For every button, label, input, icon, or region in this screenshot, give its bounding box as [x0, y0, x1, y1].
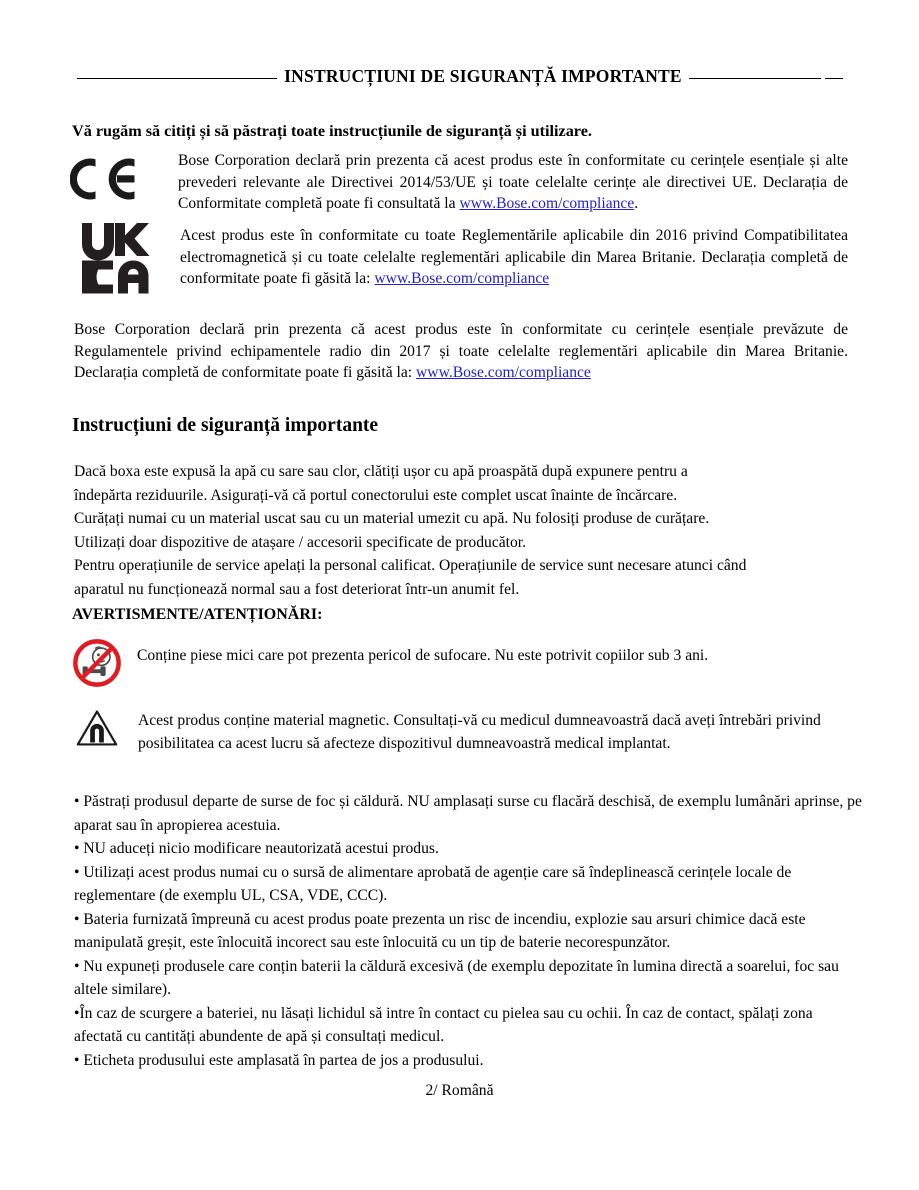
- bullet-item: • Eticheta produsului este amplasată în partea de jos a produsului.: [74, 1051, 484, 1069]
- choking-hazard-row: [72, 638, 862, 693]
- ce-declaration-text: Bose Corporation declară prin prezenta că acest produs este în conformitate cu cerințele esențiale și alte prevederi relevante ale Directivei 2014/53/UE și toate celelalte cerințe ale directivei UE. Declarația de Conformitate completă poate fi consultată la: [178, 152, 848, 212]
- safety-line: Utilizați doar dispozitive de atașare / accesorii specificate de producător.: [74, 533, 527, 551]
- ukca-declaration-text: Acest produs este în conformitate cu toate Reglementările aplicabile din 2016 privind Compatibilitatea electromagnetică și cu toate celelalte reglementări aplicabile din Marea Britanie. Declarația completă de conformitate poate fi găsită la:: [180, 227, 848, 287]
- bullet-item: •În caz de scurgere a bateriei, nu lăsați lichidul să intre în contact cu pielea sau cu ochii. În caz de contact, spălați zona afectată cu cantități abundente de apă și consultați medicul.: [74, 1004, 813, 1045]
- bullet-item: • Nu expuneți produsele care conțin baterii la căldură excesivă (de exemplu depozitate în lumina directă a soarelui, foc sau altele similare).: [74, 957, 839, 998]
- header-rule-right: [689, 78, 821, 79]
- safety-line: aparatul nu funcționează normal sau a fost deteriorat într-un anumit fel.: [74, 580, 520, 598]
- ce-declaration-text-end: .: [634, 195, 639, 212]
- safety-line: îndepărta reziduurile. Asigurați-vă că portul conectorului este complet uscat înainte de încărcare.: [74, 486, 678, 504]
- radio-declaration-text: Bose Corporation declară prin prezenta că acest produs este în conformitate cu cerințele esențiale prevăzute de Regulamentele privind echipamentele radio din 2017 și toate celelalte reglementări aplicabile din Marea Britanie. Declarația completă de conformitate poate fi găsită la:: [74, 321, 848, 381]
- magnetic-material-row: [76, 708, 866, 755]
- page-title: INSTRUCȚIUNI DE SIGURANȚĂ IMPORTANTE: [284, 66, 682, 86]
- radio-compliance-link[interactable]: www.Bose.com/compliance: [416, 364, 591, 381]
- magnetic-hazard-text: Acest produs conține material magnetic. Consultați-vă cu medicul dumneavoastră dacă aveți întrebări privind posibilitatea ca acest lucru să afecteze dispozitivul dumneavoastră medical implantat.: [138, 712, 821, 752]
- warnings-heading: AVERTISMENTE/ATENȚIONĂRI:: [72, 606, 323, 623]
- safety-instructions-paragraph: [74, 460, 864, 601]
- ukca-declaration-paragraph: [180, 225, 848, 290]
- safety-section-heading: Instrucțiuni de siguranță importante: [72, 415, 379, 436]
- ukca-compliance-link[interactable]: www.Bose.com/compliance: [374, 270, 550, 287]
- ce-mark-icon: [70, 156, 138, 202]
- safety-line: Pentru operațiunile de service apelați la personal calificat. Operațiunile de service sunt necesare atunci când: [74, 557, 747, 574]
- intro-bold-line: Vă rugăm să citiți și să păstrați toate instrucțiunile de siguranță și utilizare.: [72, 122, 592, 140]
- header-rule-tail: [825, 78, 843, 79]
- warning-bullet-list: [74, 790, 864, 1072]
- bullet-item: • Utilizați acest produs numai cu o sursă de alimentare aprobată de agenție care să îndeplinească cerințele locale de reglementare (de exemplu UL, CSA, VDE, CCC).: [74, 863, 792, 904]
- magnetic-hazard-icon: [76, 708, 118, 753]
- choking-hazard-icon: [72, 638, 122, 693]
- ukca-mark-icon: [80, 221, 150, 295]
- safety-line: Curățați numai cu un material uscat sau cu un material umezit cu apă. Nu folosiți produse de curățare.: [74, 510, 710, 527]
- page-footer: 2/ Română: [425, 1082, 494, 1099]
- ce-declaration-paragraph: [178, 150, 848, 215]
- bullet-item: • Păstrați produsul departe de surse de foc și căldură. NU amplasați surse cu flacără deschisă, de exemplu lumânări aprinse, pe aparat sau în apropierea acestuia.: [74, 793, 862, 834]
- safety-line: Dacă boxa este expusă la apă cu sare sau clor, clătiți ușor cu apă proaspătă după expunere pentru a: [74, 463, 688, 480]
- page-header: [72, 66, 848, 87]
- header-rule-left: [77, 78, 277, 79]
- choking-hazard-text: Conține piese mici care pot prezenta pericol de sufocare. Nu este potrivit copiilor sub 3 ani.: [137, 647, 709, 664]
- ce-compliance-link[interactable]: www.Bose.com/compliance: [459, 195, 635, 212]
- radio-equipment-paragraph: [74, 319, 848, 384]
- bullet-item: • NU aduceți nicio modificare neautorizată acestui produs.: [74, 840, 439, 857]
- bullet-item: • Bateria furnizată împreună cu acest produs poate prezenta un risc de incendiu, explozie sau arsuri chimice dacă este manipulată greșit, este înlocuită incorect sau este înlocuită cu un tip de baterie necorespunzător.: [74, 910, 806, 951]
